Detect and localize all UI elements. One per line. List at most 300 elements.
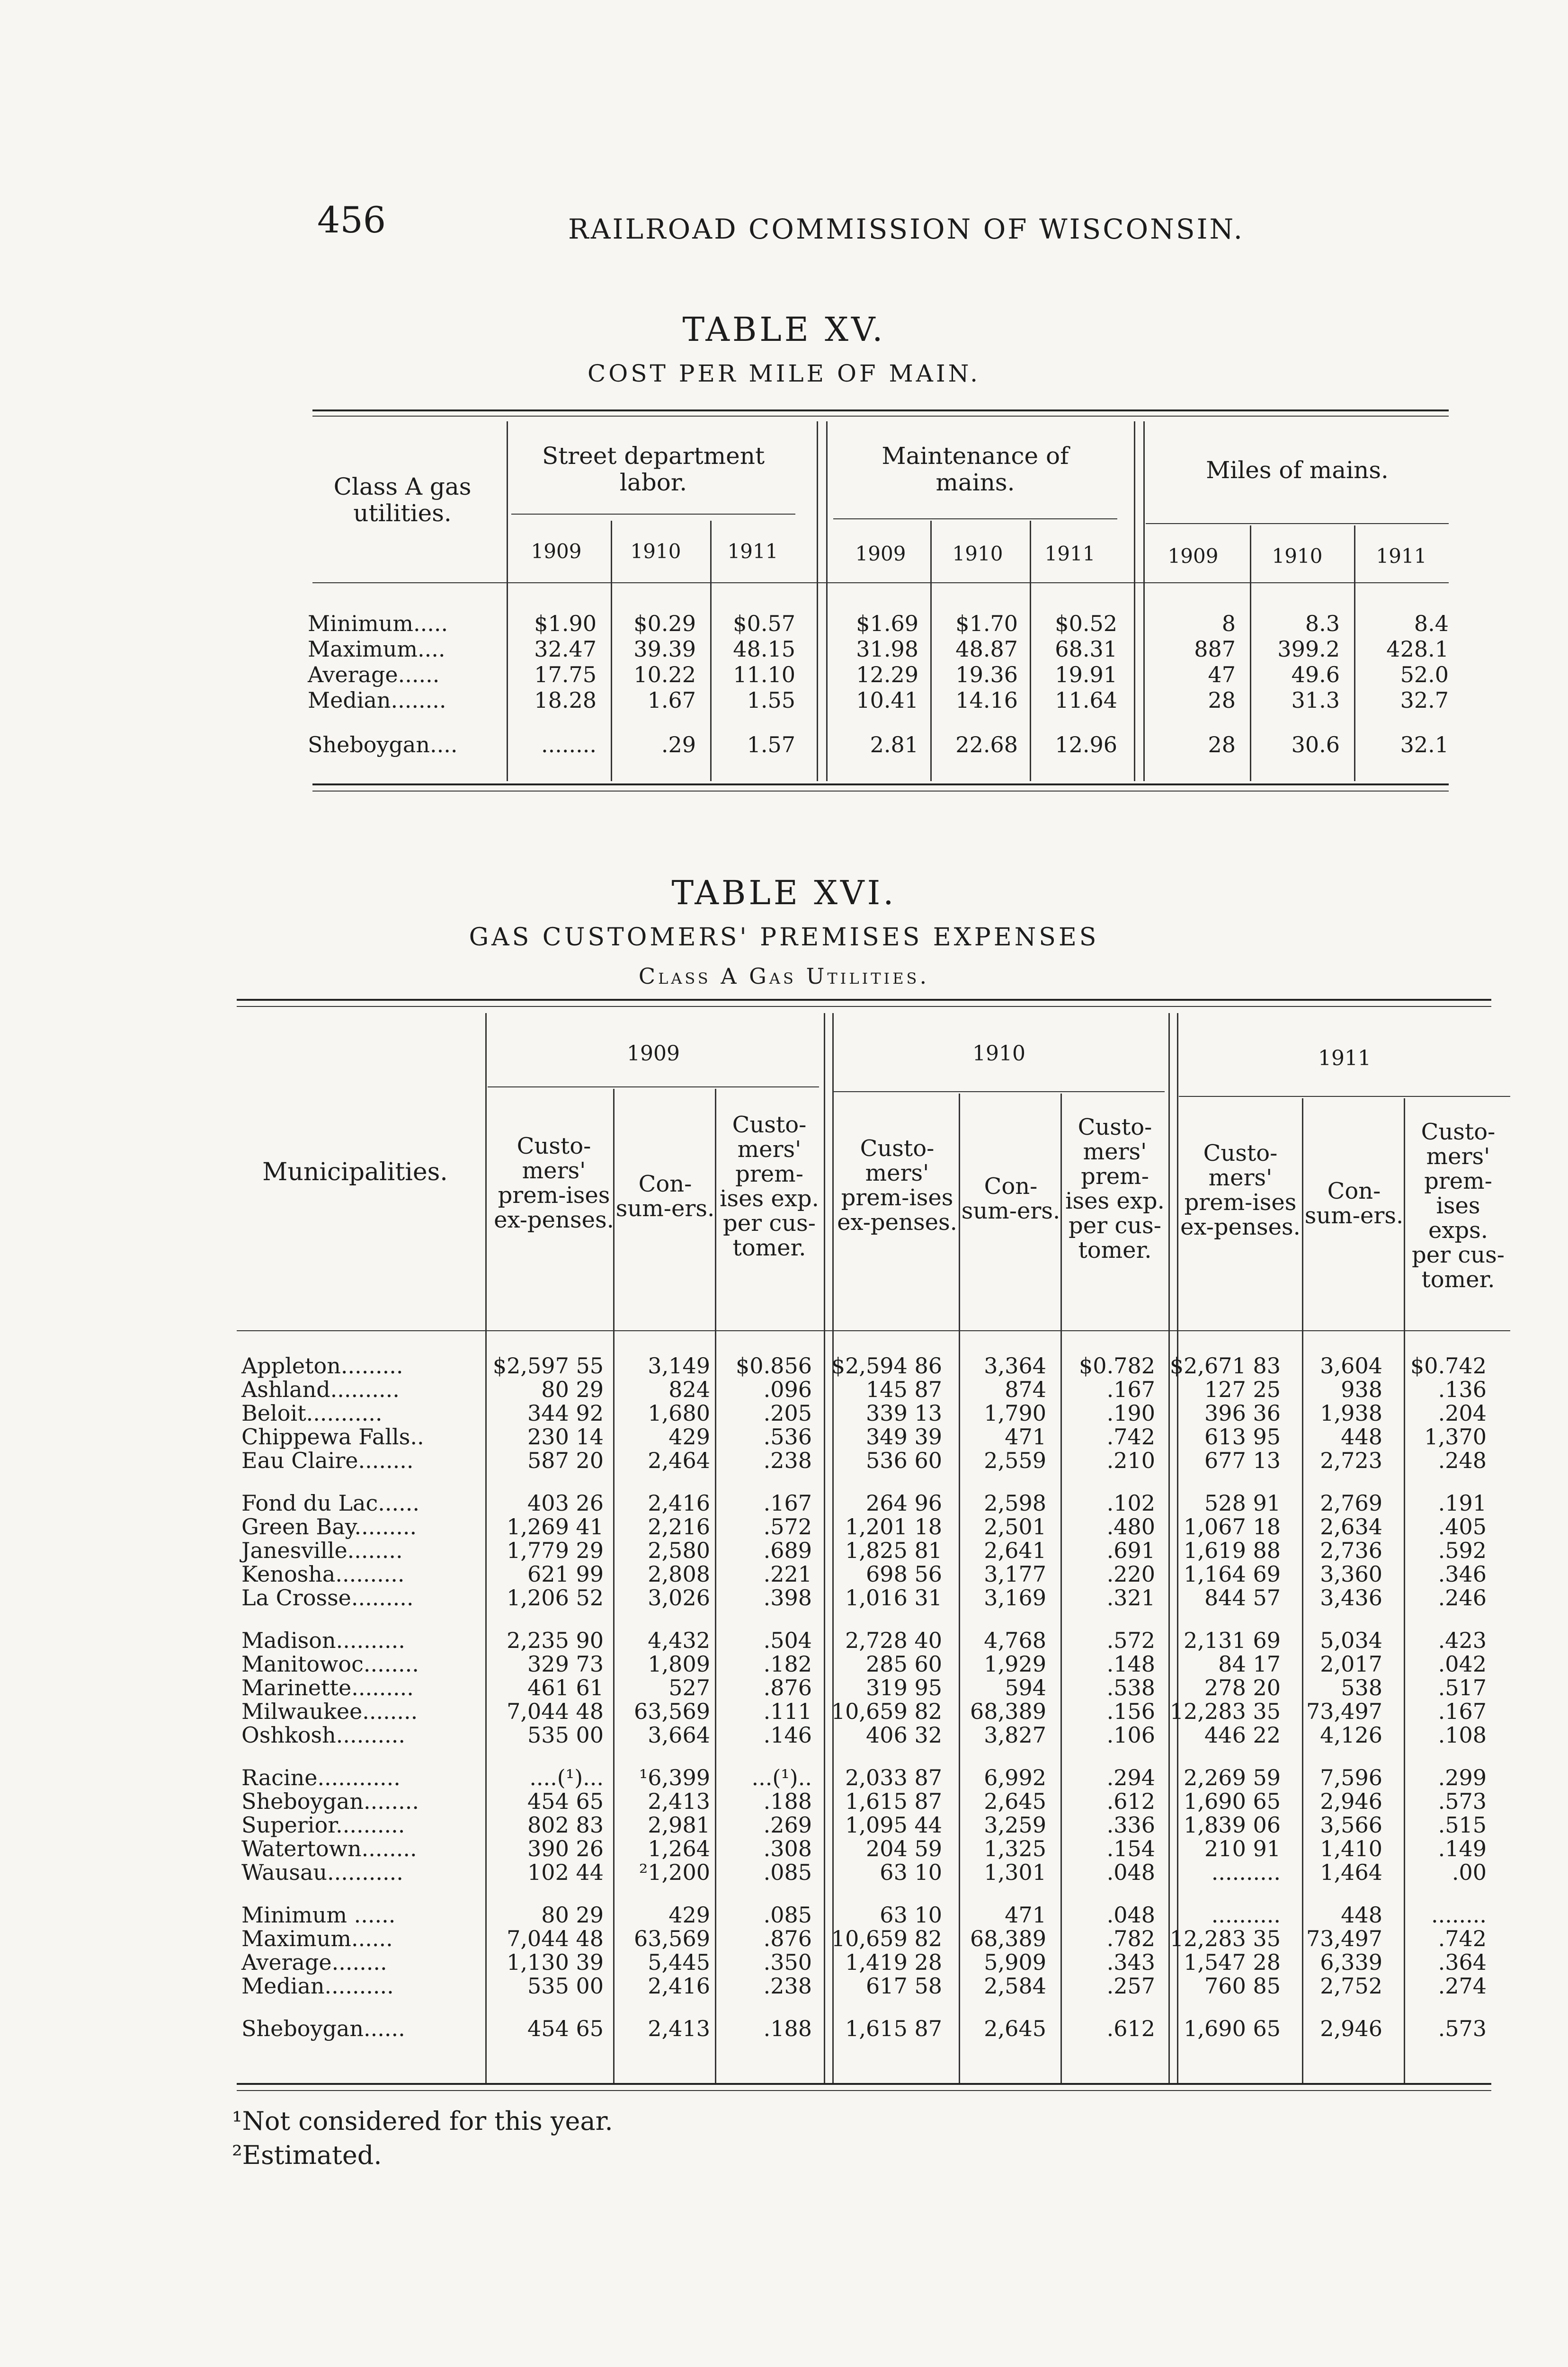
table-cell: .612 xyxy=(1106,1789,1155,1814)
table-cell: 2,413 xyxy=(648,2016,710,2041)
table-cell: 2,946 xyxy=(1320,1789,1382,1814)
table-cell: 396 36 xyxy=(1204,1400,1281,1426)
table-cell: 2,033 87 xyxy=(845,1765,942,1790)
table-cell: 535 00 xyxy=(527,1973,604,1999)
table-cell: 319 95 xyxy=(866,1675,942,1700)
table-cell: 31.3 xyxy=(1291,687,1340,713)
table-cell: .106 xyxy=(1106,1722,1155,1748)
table-cell: 4,432 xyxy=(648,1628,710,1653)
table-cell: 4,126 xyxy=(1320,1722,1382,1748)
table-cell: 2,413 xyxy=(648,1789,710,1814)
table-cell: 2,769 xyxy=(1320,1490,1382,1516)
table-row xyxy=(241,1652,1487,1676)
table-cell: 3,827 xyxy=(984,1722,1046,1748)
table-cell: 1,619 88 xyxy=(1184,1538,1281,1563)
table-cell: 8 xyxy=(1221,611,1236,636)
table-cell: 6,339 xyxy=(1320,1949,1382,1975)
table-cell: $0.29 xyxy=(633,611,696,636)
table-cell: .204 xyxy=(1438,1400,1487,1426)
row-label: Watertown........ xyxy=(241,1836,417,1861)
table-cell: 535 00 xyxy=(527,1722,604,1748)
table-cell: 471 xyxy=(1005,1902,1046,1928)
table-row xyxy=(241,1974,1487,1998)
table-cell: 278 20 xyxy=(1204,1675,1281,1700)
table-cell: 3,026 xyxy=(648,1585,710,1611)
table-row xyxy=(241,1586,1487,1610)
table-cell: .689 xyxy=(763,1538,812,1563)
table-cell: .096 xyxy=(763,1377,812,1402)
table-cell: 5,034 xyxy=(1320,1628,1382,1653)
table-cell: .188 xyxy=(763,1789,812,1814)
table-cell: 428.1 xyxy=(1386,636,1449,662)
table-16-title: TABLE XVI. xyxy=(671,873,897,912)
table-cell: 448 xyxy=(1341,1424,1382,1450)
rule xyxy=(1179,1096,1510,1097)
table-cell: 32.1 xyxy=(1400,732,1449,757)
table-row xyxy=(241,1813,1487,1837)
year-header: 1911 xyxy=(1318,1046,1371,1070)
table-cell: .248 xyxy=(1438,1448,1487,1473)
table-cell: 2,981 xyxy=(648,1812,710,1838)
table-cell: .517 xyxy=(1438,1675,1487,1700)
table-cell: .299 xyxy=(1438,1765,1487,1790)
table-cell: ...(¹).. xyxy=(751,1765,812,1790)
row-label: Ashland.......... xyxy=(241,1377,400,1402)
rule xyxy=(1146,523,1449,524)
table-cell: .085 xyxy=(763,1860,812,1885)
table-cell: .480 xyxy=(1106,1514,1155,1539)
table-cell: .269 xyxy=(763,1812,812,1838)
table-row xyxy=(241,1927,1487,1950)
table-cell: 11.10 xyxy=(733,662,795,687)
table-15-title: TABLE XV. xyxy=(682,310,886,349)
table-cell: 677 13 xyxy=(1204,1448,1281,1473)
table-cell: .504 xyxy=(763,1628,812,1653)
table-cell: $2,594 86 xyxy=(831,1353,942,1379)
rule xyxy=(237,1006,1491,1007)
table-cell: .573 xyxy=(1438,2016,1487,2041)
table-cell: 329 73 xyxy=(527,1651,604,1677)
table-cell: 22.68 xyxy=(955,732,1018,757)
rule xyxy=(312,582,1449,583)
row-label: Chippewa Falls.. xyxy=(241,1424,424,1450)
table-cell: 5,909 xyxy=(984,1949,1046,1975)
table-cell: 1,779 29 xyxy=(507,1538,604,1563)
table-cell: .......... xyxy=(1211,1860,1281,1885)
table-cell: .572 xyxy=(763,1514,812,1539)
table-row xyxy=(241,1789,1487,1813)
table-cell: 18.28 xyxy=(534,687,597,713)
table-cell: $1.69 xyxy=(856,611,918,636)
table-cell: 28 xyxy=(1208,687,1236,713)
table-cell: 10,659 82 xyxy=(831,1926,942,1951)
table-cell: ²1,200 xyxy=(639,1860,710,1885)
col-header-per-customer: Custo-mers' prem-ises exp. per cus-tomer. xyxy=(720,1112,819,1261)
table-cell: 1,370 xyxy=(1424,1424,1487,1450)
table-row xyxy=(241,1903,1487,1927)
spacer-row xyxy=(241,1747,1487,1766)
table-cell: 285 60 xyxy=(866,1651,942,1677)
table-cell: 844 57 xyxy=(1204,1585,1281,1611)
group-header-maintenance: Maintenance of mains. xyxy=(882,442,1069,496)
table-cell: 1.57 xyxy=(747,732,795,757)
table-cell: 264 96 xyxy=(866,1490,942,1516)
row-label: Minimum ...... xyxy=(241,1902,396,1928)
table-cell: 1,809 xyxy=(648,1651,710,1677)
table-cell: 1,164 69 xyxy=(1184,1561,1281,1587)
table-cell: 802 83 xyxy=(527,1812,604,1838)
table-cell: 10.41 xyxy=(856,687,918,713)
table-cell: .167 xyxy=(1438,1699,1487,1724)
table-row xyxy=(241,1491,1487,1515)
table-cell: $2,597 55 xyxy=(492,1353,604,1379)
table-cell: .085 xyxy=(763,1902,812,1928)
table-cell: 2,580 xyxy=(648,1538,710,1563)
table-cell: 1,680 xyxy=(648,1400,710,1426)
table-cell: .......... xyxy=(1211,1902,1281,1928)
table-cell: 127 25 xyxy=(1204,1377,1281,1402)
table-row xyxy=(308,662,1449,687)
table-cell: 30.6 xyxy=(1291,732,1340,757)
table-cell: .00 xyxy=(1452,1860,1487,1885)
table-row xyxy=(308,636,1449,662)
table-cell: .592 xyxy=(1438,1538,1487,1563)
table-cell: .149 xyxy=(1438,1836,1487,1861)
table-cell: .108 xyxy=(1438,1722,1487,1748)
spacer-row xyxy=(241,1610,1487,1628)
table-row xyxy=(241,1628,1487,1652)
row-label: Fond du Lac...... xyxy=(241,1490,419,1516)
table-cell: 1,825 81 xyxy=(845,1538,942,1563)
rule xyxy=(312,416,1449,417)
table-cell: 446 22 xyxy=(1204,1722,1281,1748)
table-cell: 536 60 xyxy=(866,1448,942,1473)
table-cell: .336 xyxy=(1106,1812,1155,1838)
table-cell: 84 17 xyxy=(1218,1651,1281,1677)
table-row xyxy=(308,687,1449,713)
table-cell: 1,269 41 xyxy=(507,1514,604,1539)
table-cell: .220 xyxy=(1106,1561,1155,1587)
row-label: Average...... xyxy=(308,662,440,687)
table-cell: 73,497 xyxy=(1306,1699,1382,1724)
table-cell: 19.36 xyxy=(955,662,1018,687)
year-header: 1909 xyxy=(855,542,906,565)
table-row xyxy=(241,1860,1487,1884)
table-cell: 4,768 xyxy=(984,1628,1046,1653)
table-16-stub-header: Municipalities. xyxy=(262,1158,448,1186)
table-cell: 1,547 28 xyxy=(1184,1949,1281,1975)
table-cell: 406 32 xyxy=(866,1722,942,1748)
table-cell: 2,728 40 xyxy=(845,1628,942,1653)
table-cell: 7,044 48 xyxy=(507,1926,604,1951)
table-cell: 2,641 xyxy=(984,1538,1046,1563)
table-cell: 5,445 xyxy=(648,1949,710,1975)
table-cell: 461 61 xyxy=(527,1675,604,1700)
table-cell: .167 xyxy=(1106,1377,1155,1402)
col-header-consumers: Con-sum-ers. xyxy=(615,1171,715,1222)
row-label: Maximum.... xyxy=(308,636,445,662)
table-cell: $1.90 xyxy=(534,611,597,636)
rule xyxy=(237,2083,1491,2085)
table-cell: 344 92 xyxy=(527,1400,604,1426)
group-header-miles: Miles of mains. xyxy=(1206,456,1389,484)
spacer-row xyxy=(308,713,1449,732)
table-cell: 12.29 xyxy=(856,662,918,687)
table-cell: 2,131 69 xyxy=(1184,1628,1281,1653)
table-row xyxy=(241,1723,1487,1747)
footnote-1: ¹Not considered for this year. xyxy=(232,2106,613,2136)
col-header-consumers: Con-sum-ers. xyxy=(961,1173,1060,1224)
table-cell: 1,615 87 xyxy=(845,1789,942,1814)
table-cell: 2,559 xyxy=(984,1448,1046,1473)
table-cell: 2,645 xyxy=(984,1789,1046,1814)
table-cell: 8.3 xyxy=(1305,611,1340,636)
table-row xyxy=(241,2017,1487,2040)
table-cell: 448 xyxy=(1341,1902,1382,1928)
row-label: Green Bay......... xyxy=(241,1514,417,1539)
year-header: 1911 xyxy=(1044,542,1096,565)
table-cell: .246 xyxy=(1438,1585,1487,1611)
row-label: Median........ xyxy=(308,687,446,713)
row-label: Beloit........... xyxy=(241,1400,383,1426)
table-cell: 2,416 xyxy=(648,1973,710,1999)
table-15-stub-header: Class A gas utilities. xyxy=(333,473,472,527)
table-cell: 2,808 xyxy=(648,1561,710,1587)
table-cell: .190 xyxy=(1106,1400,1155,1426)
table-cell: 210 91 xyxy=(1204,1836,1281,1861)
table-cell: .321 xyxy=(1106,1585,1155,1611)
table-cell: 2,723 xyxy=(1320,1448,1382,1473)
table-cell: .221 xyxy=(763,1561,812,1587)
row-label: Racine............ xyxy=(241,1765,401,1790)
table-cell: 2,598 xyxy=(984,1490,1046,1516)
table-cell: 230 14 xyxy=(527,1424,604,1450)
table-cell: .156 xyxy=(1106,1699,1155,1724)
table-cell: .048 xyxy=(1106,1902,1155,1928)
table-cell: ........ xyxy=(1431,1902,1487,1928)
table-cell: 63,569 xyxy=(634,1926,710,1951)
table-cell: 63 10 xyxy=(880,1860,942,1885)
row-label: Eau Claire........ xyxy=(241,1448,414,1473)
table-row xyxy=(241,1515,1487,1539)
table-cell: $2,671 83 xyxy=(1169,1353,1281,1379)
row-label: La Crosse......... xyxy=(241,1585,414,1611)
table-cell: 429 xyxy=(668,1902,710,1928)
table-cell: 1,419 28 xyxy=(845,1949,942,1975)
table-cell: .876 xyxy=(763,1675,812,1700)
table-cell: 3,259 xyxy=(984,1812,1046,1838)
row-label: Marinette......... xyxy=(241,1675,414,1700)
table-cell: 52.0 xyxy=(1400,662,1449,687)
table-row xyxy=(241,1401,1487,1425)
table-cell: 48.87 xyxy=(955,636,1018,662)
table-cell: .136 xyxy=(1438,1377,1487,1402)
col-header-expenses: Custo-mers' prem-ises ex-penses. xyxy=(494,1133,614,1233)
table-cell: .691 xyxy=(1106,1538,1155,1563)
year-header: 1910 xyxy=(630,540,681,563)
table-cell: .210 xyxy=(1106,1448,1155,1473)
table-cell: .782 xyxy=(1106,1926,1155,1951)
table-cell: ........ xyxy=(541,732,597,757)
table-cell: 339 13 xyxy=(866,1400,942,1426)
table-cell: 1,938 xyxy=(1320,1400,1382,1426)
table-cell: 1,201 18 xyxy=(845,1514,942,1539)
table-cell: .182 xyxy=(763,1651,812,1677)
table-cell: 1,929 xyxy=(984,1651,1046,1677)
table-cell: 3,169 xyxy=(984,1585,1046,1611)
table-cell: 8.4 xyxy=(1414,611,1449,636)
year-header: 1910 xyxy=(972,1041,1025,1066)
table-cell: 49.6 xyxy=(1291,662,1340,687)
table-cell: 471 xyxy=(1005,1424,1046,1450)
table-cell: .536 xyxy=(763,1424,812,1450)
table-row xyxy=(241,1378,1487,1401)
table-cell: 19.91 xyxy=(1055,662,1117,687)
table-cell: 2,645 xyxy=(984,2016,1046,2041)
table-cell: .238 xyxy=(763,1448,812,1473)
table-cell: .742 xyxy=(1438,1926,1487,1951)
table-cell: 48.15 xyxy=(733,636,795,662)
rule xyxy=(833,1091,1165,1092)
table-cell: .364 xyxy=(1438,1949,1487,1975)
table-cell: .350 xyxy=(763,1949,812,1975)
table-row xyxy=(241,1676,1487,1700)
rule xyxy=(833,518,1117,519)
table-cell: 2,017 xyxy=(1320,1651,1382,1677)
spacer-row xyxy=(241,1998,1487,2017)
footnote-2: ²Estimated. xyxy=(232,2140,382,2170)
table-cell: 1,067 18 xyxy=(1184,1514,1281,1539)
table-cell: 2,416 xyxy=(648,1490,710,1516)
table-cell: 1.55 xyxy=(747,687,795,713)
table-cell: 32.47 xyxy=(534,636,597,662)
table-cell: .572 xyxy=(1106,1628,1155,1653)
spacer-row xyxy=(241,1884,1487,1903)
table-cell: 10,659 82 xyxy=(831,1699,942,1724)
table-16-subtitle-class: Class A Gas Utilities. xyxy=(638,963,930,989)
table-cell: 3,149 xyxy=(648,1353,710,1379)
table-cell: 6,992 xyxy=(984,1765,1046,1790)
table-cell: .146 xyxy=(763,1722,812,1748)
rule xyxy=(237,999,1491,1001)
row-label: Sheboygan.... xyxy=(308,732,458,757)
year-header: 1910 xyxy=(1272,544,1323,568)
table-cell: 2,269 59 xyxy=(1184,1765,1281,1790)
spacer-row xyxy=(241,1472,1487,1491)
table-cell: 1.67 xyxy=(647,687,696,713)
col-header-per-customer: Custo-mers' prem-ises exps. per cus-tomer. xyxy=(1412,1119,1505,1293)
table-cell: .742 xyxy=(1106,1424,1155,1450)
table-cell: ....(¹)... xyxy=(529,1765,604,1790)
table-cell: .111 xyxy=(763,1699,812,1724)
table-cell: 527 xyxy=(668,1675,710,1700)
table-cell: 3,664 xyxy=(648,1722,710,1748)
table-cell: 594 xyxy=(1005,1675,1046,1700)
table-cell: 10.22 xyxy=(633,662,696,687)
year-header: 1909 xyxy=(531,540,582,563)
table-cell: 63,569 xyxy=(634,1699,710,1724)
table-cell: 1,410 xyxy=(1320,1836,1382,1861)
table-cell: 80 29 xyxy=(541,1902,604,1928)
table-row xyxy=(241,1354,1487,1378)
table-cell: 12,283 35 xyxy=(1169,1699,1281,1724)
table-cell: 3,177 xyxy=(984,1561,1046,1587)
row-label: Oshkosh.......... xyxy=(241,1722,405,1748)
table-16-subtitle: GAS CUSTOMERS' PREMISES EXPENSES xyxy=(469,923,1099,952)
table-cell: 613 95 xyxy=(1204,1424,1281,1450)
table-cell: $0.52 xyxy=(1055,611,1117,636)
table-cell: 12,283 35 xyxy=(1169,1926,1281,1951)
table-cell: 2,464 xyxy=(648,1448,710,1473)
row-label: Appleton......... xyxy=(241,1353,403,1379)
table-cell: 2,235 90 xyxy=(507,1628,604,1653)
table-cell: 454 65 xyxy=(527,1789,604,1814)
table-cell: 390 26 xyxy=(527,1836,604,1861)
table-cell: $0.856 xyxy=(736,1353,812,1379)
table-row xyxy=(241,1700,1487,1723)
table-cell: 2,752 xyxy=(1320,1973,1382,1999)
table-cell: .102 xyxy=(1106,1490,1155,1516)
table-cell: 31.98 xyxy=(856,636,918,662)
table-cell: 1,325 xyxy=(984,1836,1046,1861)
table-cell: 3,364 xyxy=(984,1353,1046,1379)
table-cell: $0.782 xyxy=(1079,1353,1155,1379)
table-cell: 32.7 xyxy=(1400,687,1449,713)
table-cell: .154 xyxy=(1106,1836,1155,1861)
footnotes xyxy=(232,2104,613,2172)
col-header-per-customer: Custo-mers' prem-ises exp. per cus-tomer. xyxy=(1065,1114,1165,1264)
table-cell: 1,130 39 xyxy=(507,1949,604,1975)
group-header-street-labor: Street department labor. xyxy=(542,442,765,496)
year-header: 1910 xyxy=(952,542,1003,565)
table-cell: 399.2 xyxy=(1277,636,1340,662)
table-cell: 824 xyxy=(668,1377,710,1402)
year-header: 1909 xyxy=(627,1041,680,1066)
table-cell: 14.16 xyxy=(955,687,1018,713)
table-cell: .205 xyxy=(763,1400,812,1426)
table-row xyxy=(241,1449,1487,1472)
table-cell: .191 xyxy=(1438,1490,1487,1516)
table-15-subtitle: COST PER MILE OF MAIN. xyxy=(587,360,981,387)
table-cell: $0.742 xyxy=(1410,1353,1487,1379)
rule xyxy=(312,783,1449,785)
table-row xyxy=(308,611,1449,636)
table-cell: 1,839 06 xyxy=(1184,1812,1281,1838)
table-cell: 1,016 31 xyxy=(845,1585,942,1611)
year-header: 1911 xyxy=(1376,544,1427,568)
table-row xyxy=(241,1766,1487,1789)
table-cell: 1,690 65 xyxy=(1184,2016,1281,2041)
table-cell: 63 10 xyxy=(880,1902,942,1928)
table-cell: 1,264 xyxy=(648,1836,710,1861)
table-cell: 80 29 xyxy=(541,1377,604,1402)
table-cell: .148 xyxy=(1106,1651,1155,1677)
table-cell: .423 xyxy=(1438,1628,1487,1653)
table-cell: .29 xyxy=(661,732,696,757)
table-cell: 1,206 52 xyxy=(507,1585,604,1611)
table-cell: 68,389 xyxy=(970,1699,1046,1724)
table-cell: 3,436 xyxy=(1320,1585,1382,1611)
table-cell: .274 xyxy=(1438,1973,1487,1999)
row-label: Sheboygan...... xyxy=(241,2016,405,2041)
table-cell: $0.57 xyxy=(733,611,795,636)
table-cell: 2.81 xyxy=(870,732,918,757)
table-row xyxy=(241,1837,1487,1860)
table-cell: 204 59 xyxy=(866,1836,942,1861)
table-cell: 1,690 65 xyxy=(1184,1789,1281,1814)
table-cell: 760 85 xyxy=(1204,1973,1281,1999)
year-header: 1909 xyxy=(1167,544,1219,568)
